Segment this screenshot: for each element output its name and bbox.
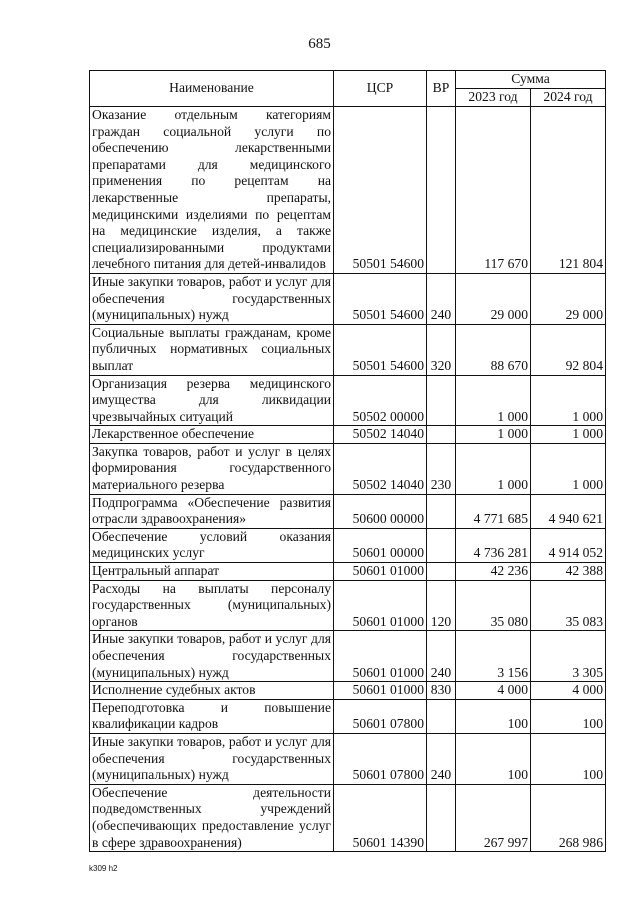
row-name-cell: Закупка товаров, работ и услуг в целях формирования государственного материального резерва (90, 443, 334, 494)
row-vr-cell (427, 375, 456, 426)
row-csr-cell: 50601 07800 (334, 733, 427, 784)
row-csr-cell: 50601 01000 (334, 563, 427, 581)
table-row (90, 494, 606, 528)
header-vr: ВР (427, 71, 456, 107)
table-row (90, 563, 606, 581)
header-name: Наименование (90, 71, 334, 107)
row-csr-cell: 50601 00000 (334, 528, 427, 562)
row-2024-cell: 1 000 (531, 375, 606, 426)
table-row (90, 733, 606, 784)
row-vr-cell (427, 107, 456, 274)
header-year-2024: 2024 год (531, 89, 606, 107)
row-vr-cell: 240 (427, 733, 456, 784)
table-row (90, 631, 606, 682)
row-vr-cell: 240 (427, 631, 456, 682)
row-2023-cell: 29 000 (456, 273, 531, 324)
row-name-cell: Иные закупки товаров, работ и услуг для обеспечения государственных (муниципальных) нужд (90, 631, 334, 682)
row-csr-cell: 50601 01000 (334, 631, 427, 682)
row-2023-cell: 267 997 (456, 784, 531, 851)
row-vr-cell: 830 (427, 682, 456, 700)
row-2024-cell: 100 (531, 733, 606, 784)
row-csr-cell: 50502 14040 (334, 443, 427, 494)
page-number: 685 (308, 36, 331, 52)
row-vr-cell: 120 (427, 580, 456, 631)
row-2024-cell: 3 305 (531, 631, 606, 682)
row-2024-cell: 92 804 (531, 324, 606, 375)
row-vr-cell (427, 528, 456, 562)
table-row (90, 784, 606, 851)
row-2024-cell: 4 000 (531, 682, 606, 700)
row-csr-cell: 50601 01000 (334, 580, 427, 631)
row-name-cell: Лекарственное обеспечение (90, 426, 334, 444)
row-vr-cell (427, 784, 456, 851)
row-name-cell: Расходы на выплаты персоналу государственных (муниципальных) органов (90, 580, 334, 631)
row-name-cell: Социальные выплаты гражданам, кроме публичных нормативных социальных выплат (90, 324, 334, 375)
row-name-cell: Подпрограмма «Обеспечение развития отрасли здравоохранения» (90, 494, 334, 528)
table-body (90, 107, 606, 852)
row-2023-cell: 4 000 (456, 682, 531, 700)
row-csr-cell: 50502 14040 (334, 426, 427, 444)
row-2024-cell: 100 (531, 699, 606, 733)
table-row (90, 324, 606, 375)
row-name-cell: Оказание отдельным категориям граждан социальной услуги по обеспечению лекарственными препаратами для медицинского применения по рецептам на лекарственные препараты, медицинскими изделиями по рецептам на медицинские изделия, а также специализированными продуктами лечебного питания для детей-инвалидов (90, 107, 334, 274)
row-vr-cell (427, 426, 456, 444)
row-csr-cell: 50501 54600 (334, 107, 427, 274)
table-row (90, 528, 606, 562)
row-vr-cell: 240 (427, 273, 456, 324)
header-csr: ЦСР (334, 71, 427, 107)
row-2023-cell: 35 080 (456, 580, 531, 631)
table-row (90, 580, 606, 631)
row-2024-cell: 29 000 (531, 273, 606, 324)
table-row (90, 375, 606, 426)
row-2023-cell: 1 000 (456, 443, 531, 494)
row-2023-cell: 88 670 (456, 324, 531, 375)
row-2024-cell: 4 940 621 (531, 494, 606, 528)
row-2024-cell: 4 914 052 (531, 528, 606, 562)
row-name-cell: Организация резерва медицинского имущества для ликвидации чрезвычайных ситуаций (90, 375, 334, 426)
row-2024-cell: 1 000 (531, 443, 606, 494)
row-2023-cell: 100 (456, 733, 531, 784)
row-2024-cell: 35 083 (531, 580, 606, 631)
row-2024-cell: 268 986 (531, 784, 606, 851)
row-vr-cell: 230 (427, 443, 456, 494)
row-name-cell: Исполнение судебных актов (90, 682, 334, 700)
table-row (90, 699, 606, 733)
row-csr-cell: 50601 01000 (334, 682, 427, 700)
row-csr-cell: 50601 07800 (334, 699, 427, 733)
row-2023-cell: 4 771 685 (456, 494, 531, 528)
row-vr-cell (427, 494, 456, 528)
row-name-cell: Переподготовка и повышение квалификации кадров (90, 699, 334, 733)
row-vr-cell (427, 563, 456, 581)
table-row (90, 107, 606, 274)
row-csr-cell: 50501 54600 (334, 273, 427, 324)
table-row (90, 443, 606, 494)
row-name-cell: Обеспечение деятельности подведомственных учреждений (обеспечивающих предоставление услуг в сфере здравоохранения) (90, 784, 334, 851)
row-name-cell: Иные закупки товаров, работ и услуг для обеспечения государственных (муниципальных) нужд (90, 733, 334, 784)
row-csr-cell: 50601 14390 (334, 784, 427, 851)
row-2024-cell: 121 804 (531, 107, 606, 274)
row-name-cell: Обеспечение условий оказания медицинских услуг (90, 528, 334, 562)
table-row (90, 682, 606, 700)
row-2023-cell: 4 736 281 (456, 528, 531, 562)
row-2023-cell: 117 670 (456, 107, 531, 274)
row-name-cell: Иные закупки товаров, работ и услуг для обеспечения государственных (муниципальных) нужд (90, 273, 334, 324)
footer-code: k309 h2 (89, 864, 118, 873)
row-vr-cell: 320 (427, 324, 456, 375)
table-row (90, 426, 606, 444)
row-2024-cell: 42 388 (531, 563, 606, 581)
row-csr-cell: 50502 00000 (334, 375, 427, 426)
row-vr-cell (427, 699, 456, 733)
row-2023-cell: 1 000 (456, 426, 531, 444)
row-csr-cell: 50600 00000 (334, 494, 427, 528)
row-name-cell: Центральный аппарат (90, 563, 334, 581)
budget-table (89, 70, 606, 852)
row-csr-cell: 50501 54600 (334, 324, 427, 375)
table-row (90, 273, 606, 324)
row-2024-cell: 1 000 (531, 426, 606, 444)
row-2023-cell: 100 (456, 699, 531, 733)
row-2023-cell: 1 000 (456, 375, 531, 426)
header-year-2023: 2023 год (456, 89, 531, 107)
header-sum: Сумма (456, 71, 606, 89)
row-2023-cell: 3 156 (456, 631, 531, 682)
row-2023-cell: 42 236 (456, 563, 531, 581)
